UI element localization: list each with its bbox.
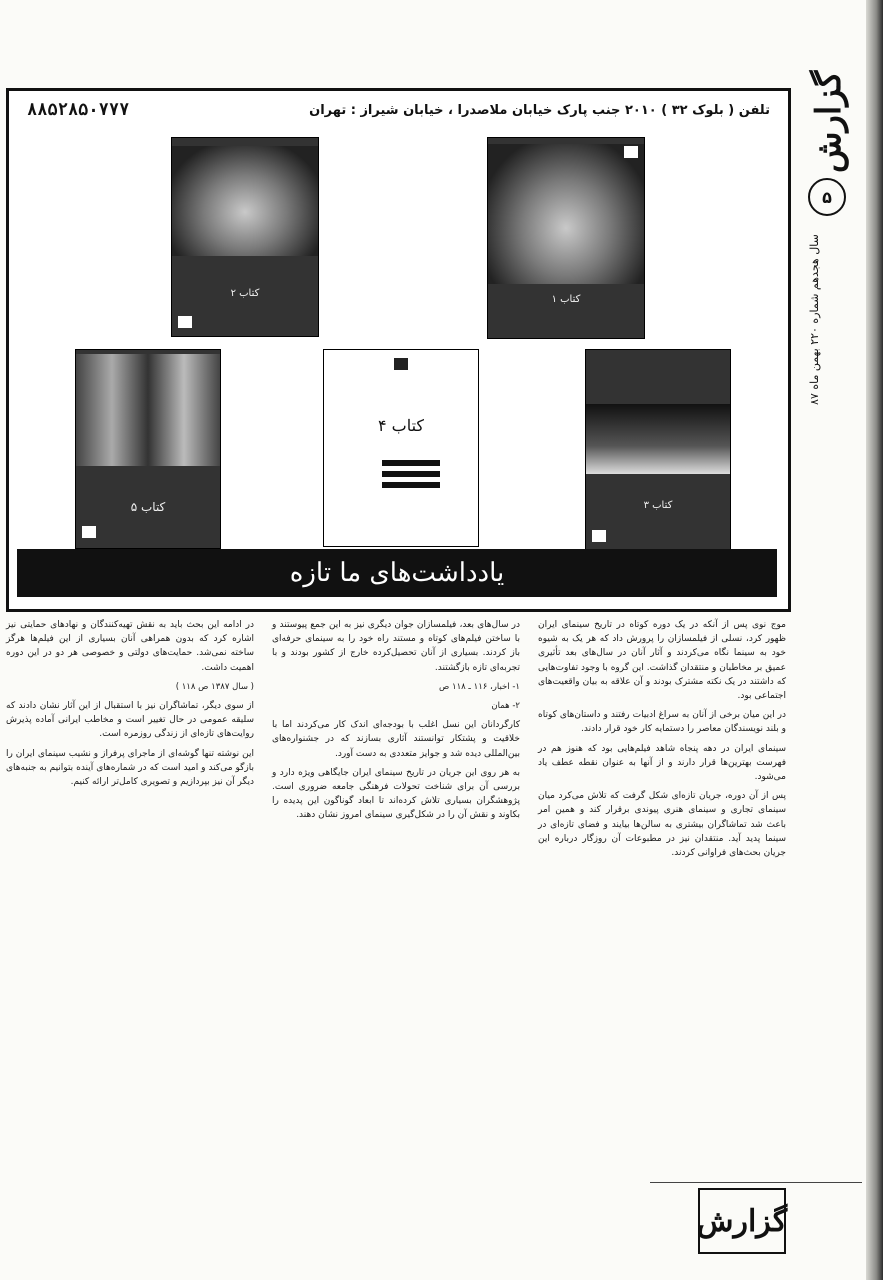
book-cover-image (76, 354, 220, 466)
issue-line: سال هجدهم شماره ۲۲۰ بهمن ماه ۸۷ (808, 234, 821, 406)
footer-logo: گزارش (698, 1188, 786, 1254)
paragraph: کارگردانان این نسل اغلب با بودجه‌ای اندک کار می‌کردند اما با خلاقیت و پشتکار توانستند آثاری بسازند که در جشنواره‌های بین‌المللی دیده شد و جوایز متعددی به دست آورد. (272, 720, 520, 759)
book-title: کتاب ۳ (643, 500, 673, 511)
book-cover (585, 349, 731, 551)
footnote: ۲- همان (491, 701, 520, 712)
page-number: ۵ (808, 178, 846, 216)
ad-phone: ۸۸۵۲۸۵۰۷۷۷ (27, 100, 130, 120)
book-cover-image (172, 146, 318, 256)
publisher-logo (82, 526, 96, 538)
ad-contact-line (9, 91, 788, 129)
book-cover (171, 137, 319, 337)
publisher-logo (394, 358, 408, 370)
paragraph: به هر روی این جریان در تاریخ سینمای ایران جایگاهی ویژه دارد و بررسی آن برای شناخت تحولات فرهنگی جامعه ضروری است. پژوهشگران بسیاری تلاش کرده‌اند تا ابعاد گوناگون این پدیده را بکاوند و نقش آن را در شکل‌گیری سینمای امروز نشان دهند. (272, 767, 520, 821)
book-title: کتاب ۱ (551, 294, 581, 305)
paragraph: این نوشته تنها گوشه‌ای از ماجرای پرفراز و نشیب سینمای ایران را بازگو می‌کند و امید است که در شماره‌های آینده بتوانیم به جنبه‌های دیگر آن نیز بپردازیم و تصویری کامل‌تر ارائه کنیم. (6, 748, 254, 788)
title-ornament (382, 460, 440, 490)
article-column (538, 618, 786, 865)
book-cover (75, 349, 221, 549)
book-title: کتاب ۲ (230, 288, 260, 299)
footnote: ۱- اخبار، ۱۱۶ ـ ۱۱۸ ص (439, 681, 520, 692)
article-column (6, 618, 254, 794)
publisher-logo (592, 530, 606, 542)
paragraph: در این میان برخی از آنان به سراغ ادبیات رفتند و داستان‌های کوتاه و بلند نویسندگان معاصر را دستمایه کار خود قرار دادند. (538, 710, 786, 735)
paragraph: در ادامه این بحث باید به نقش تهیه‌کنندگان و نهادهای حمایتی نیز اشاره کرد که بدون همراهی آنان بسیاری از این فیلم‌ها هرگز ساخته نمی‌شد. حمایت‌های دولتی و خصوصی هر دو در این دوره اهمیت داشت. (6, 620, 254, 673)
paragraph: از سوی دیگر، تماشاگران نیز با استقبال از این آثار نشان دادند که سلیقه عمومی در حال تغییر است و مخاطب ایرانی آماده پذیرش روایت‌های تازه‌ای از زندگی روزمره است. (6, 701, 254, 740)
ad-address: تلفن ( بلوک ۳۲ ) ۲۰۱۰ جنب پارک خیابان ملاصدرا ، خیابان شیراز : تهران (309, 102, 770, 118)
article-body (6, 618, 786, 1178)
masthead-logo: گزارش (809, 70, 849, 174)
book-cover-image (488, 144, 644, 284)
paragraph: پس از آن دوره، جریان تازه‌ای شکل گرفت که تلاش می‌کرد میان سینمای تجاری و سینمای هنری پیوندی برقرار کند و همین امر باعث شد تماشاگران بیشتری به سالن‌ها بیایند و فضای تازه‌ای در سینما پدید آید. منتقدان نیز در مطبوعات آن روزگار درباره این جریان بحث‌های فراوانی کردند. (538, 791, 786, 859)
book-cover-image (586, 404, 730, 474)
citation: ( سال ۱۳۸۷ ص ۱۱۸ ) (175, 681, 254, 692)
paragraph: موج نوی پس از آنکه در یک دوره کوتاه در تاریخ سینمای ایران ظهور کرد، نسلی از فیلمسازان را پرورش داد که هر یک به شیوه خود به سینما نگاه می‌کردند و آثار آنان در سال‌های بعد تأثیری عمیق بر مخاطبان و منتقدان گذاشت. این گروه با وجود تفاوت‌هایی که داشتند در یک نکته مشترک بودند و آن علاقه به بیان واقعیت‌های اجتماعی بود. (538, 620, 786, 702)
publisher-logo (178, 316, 192, 328)
book-cover (323, 349, 479, 547)
paragraph: در سال‌های بعد، فیلمسازان جوان دیگری نیز به این جمع پیوستند و با ساختن فیلم‌های کوتاه و مستند راه خود را به سینمای حرفه‌ای باز کردند. بسیاری از آنان تحصیل‌کرده خارج از کشور بودند و با تجربه‌ای تازه بازگشتند. (272, 620, 520, 673)
footer-divider (650, 1182, 862, 1183)
article-column (272, 618, 520, 828)
ad-banner: یادداشت‌های ما تازه (17, 549, 777, 597)
paragraph: سینمای ایران در دهه پنجاه شاهد فیلم‌هایی بود که هنوز هم در فهرست بهترین‌ها قرار دارند و از آنها به عنوان نقطه عطف یاد می‌شود. (538, 743, 786, 783)
page-spine-shadow (866, 0, 883, 1280)
book-cover (487, 137, 645, 339)
publisher-logo (624, 146, 638, 158)
book-title: کتاب ۴ (377, 416, 425, 435)
book-advertisement (6, 88, 791, 612)
book-title: کتاب ۵ (130, 500, 166, 514)
